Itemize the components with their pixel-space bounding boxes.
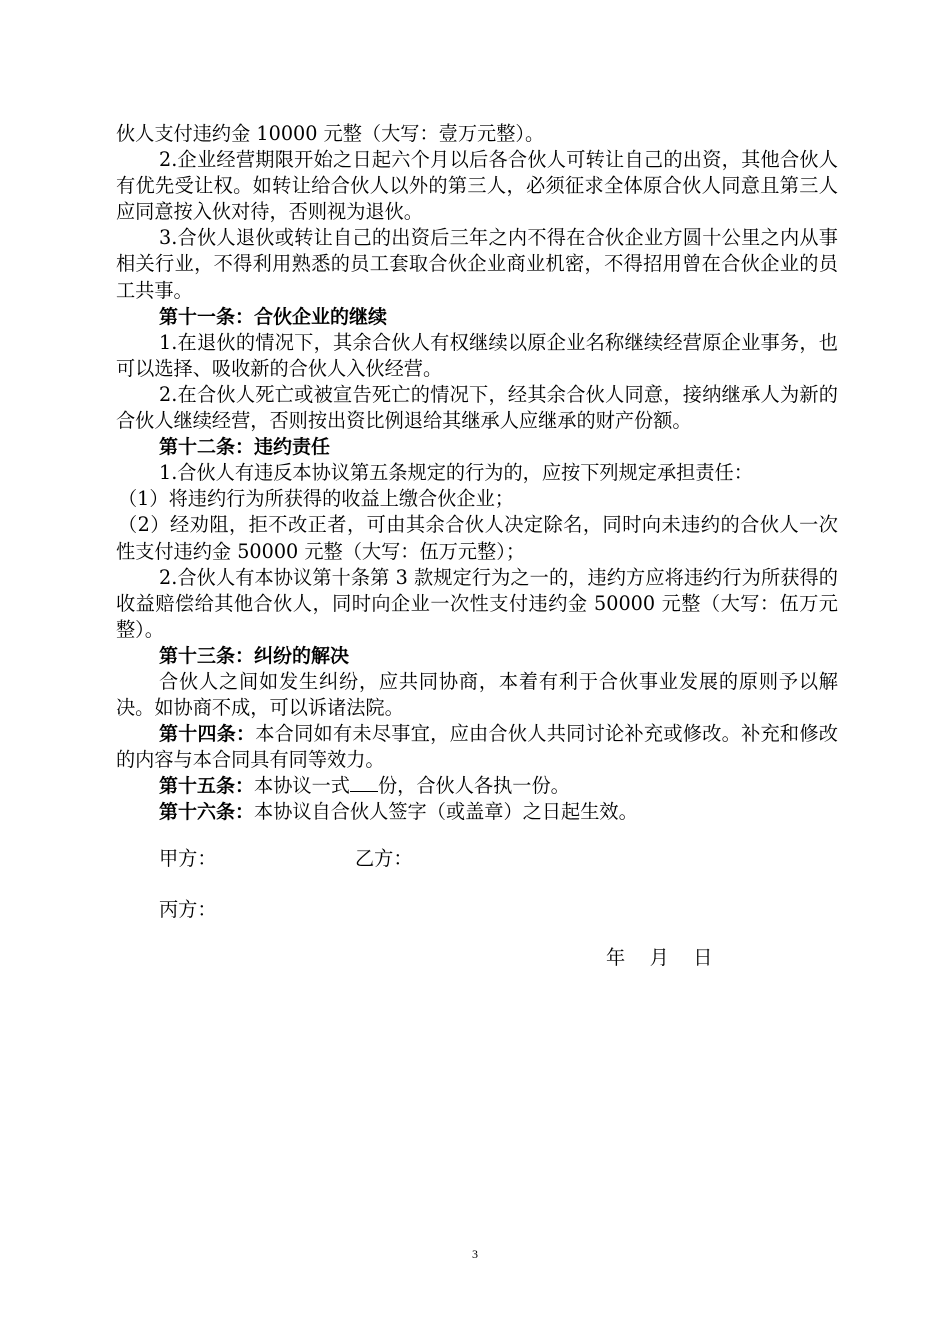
paragraph-article12-item2: 2.合伙人有本协议第十条第 3 款规定行为之一的，违约方应将违约行为所获得的收益赔偿给其他合伙人，同时向企业一次性支付违约金 50000 元整（大写：伍万元整）。 [116,565,838,641]
date-line [606,945,712,971]
heading-article13: 第十三条：纠纷的解决 [159,644,350,667]
paragraph-article14 [116,721,838,773]
date-day: 日 [693,946,713,969]
heading-article11: 第十一条：合伙企业的继续 [159,305,388,328]
party-a-label: 甲方： [159,847,217,870]
paragraph-article11-item2: 2.在合伙人死亡或被宣告死亡的情况下，经其余合伙人同意，接纳继承人为新的合伙人继续经营，否则按出资比例退给其继承人应继承的财产份额。 [116,382,838,433]
paragraph-article10-item2: 2.企业经营期限开始之日起六个月以后各合伙人可转让自己的出资，其他合伙人有优先受让权。如转让给合伙人以外的第三人，必须征求全体原合伙人同意且第三人应同意按入伙对待，否则视为退伙。 [116,148,838,224]
article14-text: 本合同如有未尽事宜，应由合伙人共同讨论补充或修改。补充和修改的内容与本合同具有同等效力。 [116,722,838,772]
article16-text: 本协议自合伙人签字（或盖章）之日起生效。 [254,800,638,824]
date-year: 年 [606,946,626,969]
article15-text-after: 份，合伙人各执一份。 [377,774,570,798]
paragraph-article12-sub2: （2）经劝阻，拒不改正者，可由其余合伙人决定除名，同时向未违约的合伙人一次性支付违约金 50000 元整（大写：伍万元整）； [116,513,838,563]
article15-lead: 第十五条： [159,775,255,798]
paragraph-article12-sub1: （1）将违约行为所获得的收益上缴合伙企业； [118,487,514,511]
paragraph-continuation: 伙人支付违约金 10000 元整（大写：壹万元整）。 [116,122,545,145]
paragraph-article12-item1: 1.合伙人有违反本协议第五条规定的行为的，应按下列规定承担责任： [159,461,753,485]
paragraph-article13: 合伙人之间如发生纠纷，应共同协商，本着有利于合伙事业发展的原则予以解决。如协商不成，可以诉诸法院。 [116,669,838,720]
article15-text-before: 本协议一式 [254,774,350,798]
heading-article12: 第十二条：违约责任 [159,436,331,459]
paragraph-article15 [116,773,838,799]
party-c-label: 丙方： [159,898,217,921]
article16-lead: 第十六条： [159,801,255,824]
paragraph-article11-item1: 1.在退伙的情况下，其余合伙人有权继续以原企业名称继续经营原企业事务，也可以选择、吸收新的合伙人入伙经营。 [116,330,838,380]
page-number: 3 [472,1247,478,1261]
document-body [116,121,838,826]
paragraph-article10-item3: 3.合伙人退伙或转让自己的出资后三年之内不得在合伙企业方圆十公里之内从事相关行业，不得利用熟悉的员工套取合伙企业商业机密，不得招用曾在合伙企业的员工共事。 [116,226,838,302]
party-b-label: 乙方： [355,847,413,870]
copies-blank [350,791,378,792]
article14-lead: 第十四条： [159,723,256,746]
paragraph-article16 [116,799,838,825]
date-month: 月 [649,946,669,969]
